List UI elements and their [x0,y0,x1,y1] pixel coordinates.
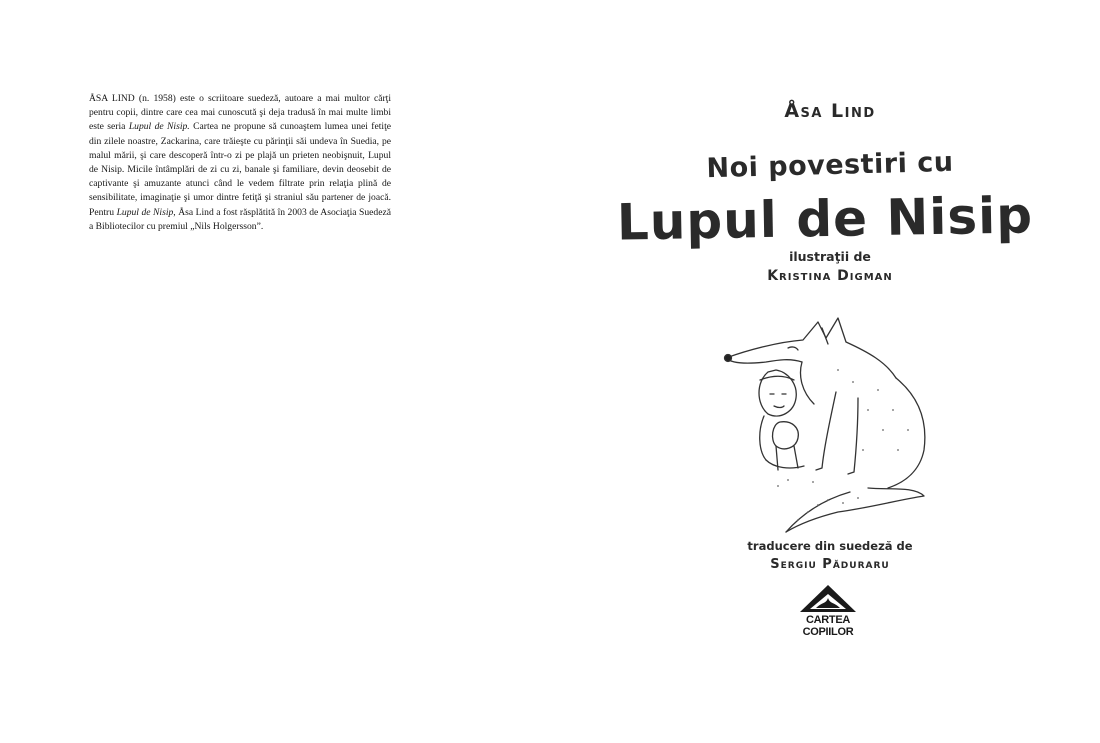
wolf-and-girl-illustration [718,300,938,535]
blurb-series-title-1: Lupul de Nisip. [128,121,190,133]
blurb-series-title-2: Lupul de Nisip [116,206,174,218]
title-page [550,0,1100,743]
publisher-name-line2: COPIILOR [802,626,854,638]
author-name: Åsa Lind [784,100,876,122]
book-title: Lupul de Nisip [616,186,1034,252]
publisher-name-line1: CARTEA [805,614,851,626]
blurb-text-2: Cartea ne propune să cunoaştem lumea unei fetiţe din zilele noastre, Zackarina, care trăieşte cu părinţii săi undeva în Suedia, pe malul mării, şi care descoperă într-o zi pe plajă un prieten neobişnuit, Lupul de Nisip. Micile întâmplări de zi cu zi, banale şi familiare, devin deosebit de captivante şi amuzante atunci când le vedem filtrate prin relaţia plină de sensibilitate, imaginaţie şi umor dintre fetiţă şi straniul său partener de joacă. Pentru [89,121,392,218]
author-blurb [89,92,391,234]
translator-name: Sergiu Păduraru [770,557,890,572]
publisher-logo [796,582,860,642]
blurb-text-3: , Åsa Lind a fost răsplătită în 2003 de Asociaţia Suedeză a Bibliotecilor cu premiul „Nils Holgersson”. [89,206,391,232]
book-subtitle: Noi povestiri cu [706,146,954,185]
illustrations-label: ilustraţii de [789,249,871,264]
blurb-text-1: ÅSA LIND (n. 1958) este o scriitoare suedeză, autoare a mai multor cărţi pentru copii, dintre care cea mai cunoscută şi deja tradusă în mai multe limbi este seria [89,93,391,133]
publisher-roof-icon [796,582,860,616]
illustrator-name: Kristina Digman [767,268,893,284]
translation-label: traducere din suedeză de [747,539,913,553]
